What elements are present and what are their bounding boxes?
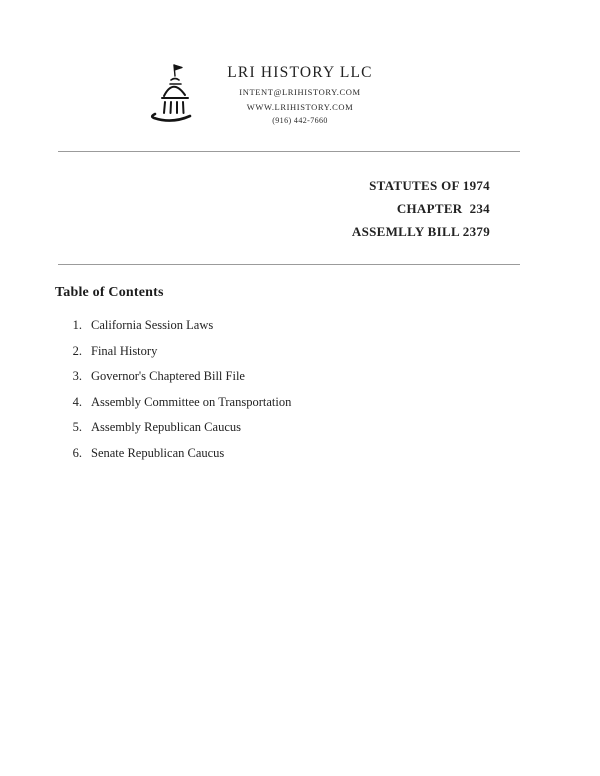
letterhead-phone: (916) 442-7660 [272,116,328,125]
toc-item-label: Assembly Committee on Transportation [91,394,292,409]
letterhead-email: INTENT@LRIHISTORY.COM [239,87,361,97]
toc-list [55,318,600,471]
toc-item-label: Assembly Republican Caucus [91,420,241,434]
divider-top [58,151,520,152]
toc-item-label: Senate Republican Caucus [91,445,225,460]
toc-item [55,395,600,421]
capitol-dome-logo-icon [144,60,202,132]
statutes-line: STATUTES OF 1974 [369,178,490,193]
toc-item [55,446,600,472]
toc-item-label: California Session Laws [91,318,214,332]
toc-item-number: 3. [72,369,82,383]
toc-item [55,318,600,344]
company-name: LRI HISTORY LLC [227,64,373,81]
letterhead-website: WWW.LRIHISTORY.COM [246,102,354,112]
toc-item-number: 1. [72,318,82,332]
document-header [0,174,600,243]
chapter-line: CHAPTER 234 [396,201,490,216]
bill-line: ASSEMLLY BILL 2379 [351,224,490,239]
toc-item-number: 2. [72,343,82,358]
toc-item-number: 6. [72,445,82,460]
divider-bottom [58,264,520,265]
toc-item-number: 4. [72,394,82,409]
toc-item-label: Final History [91,343,158,358]
letterhead [0,0,600,125]
letterhead-text [0,64,600,125]
toc-item-number: 5. [72,420,82,434]
toc-item-label: Governor's Chaptered Bill File [91,369,245,383]
table-of-contents [55,285,600,471]
toc-item [55,369,600,395]
toc-item [55,420,600,446]
toc-title: Table of Contents [55,285,164,300]
toc-item [55,344,600,370]
